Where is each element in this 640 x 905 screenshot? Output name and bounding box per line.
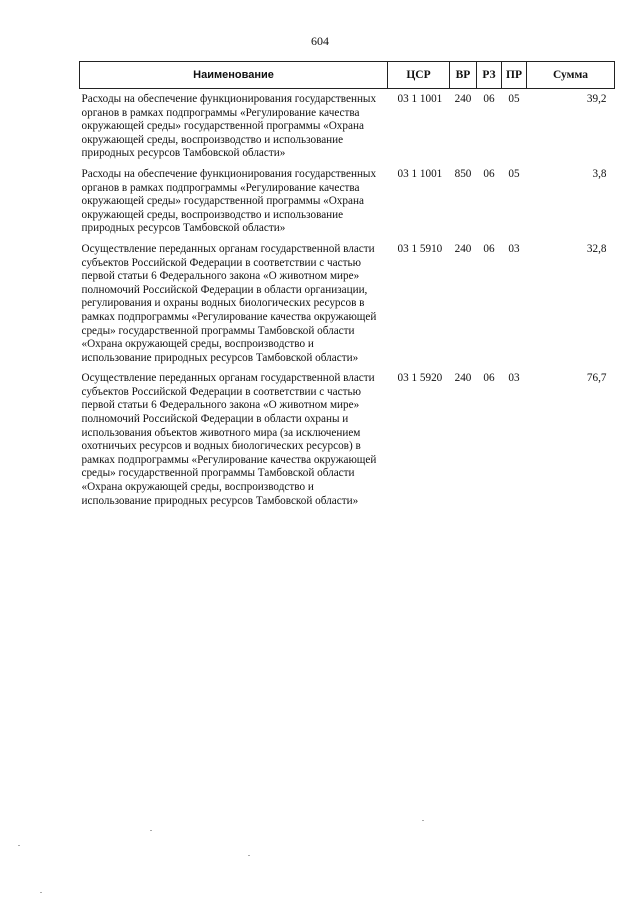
row-sum: 39,2: [586, 93, 607, 105]
table-header: [80, 62, 615, 89]
row-pr: 05: [508, 93, 520, 105]
row-sum: 76,7: [586, 372, 607, 385]
header-vr: ВР: [450, 62, 477, 89]
budget-table: [79, 61, 615, 511]
row-rz: 06: [483, 372, 495, 385]
row-vr: 850: [454, 167, 472, 180]
row-sum: 32,8: [586, 242, 607, 255]
scan-speck: [422, 820, 424, 821]
row-rz: 06: [483, 93, 495, 105]
row-pr: 03: [508, 372, 520, 385]
scan-speck: [248, 855, 250, 856]
table-body: [80, 89, 615, 512]
row-csr: 03 1 5910: [397, 242, 443, 255]
page-number: 604: [311, 34, 329, 48]
row-vr: 240: [454, 242, 472, 255]
header-name: Наименование: [80, 62, 388, 89]
row-name: Расходы на обеспечение функционирования государственных органов в рамках подпрограммы «Регулирование качества окружающей среды» государственной программы «Охрана окружающей среды, воспроизводство и использование природных ресурсов Тамбовской области»: [81, 167, 377, 235]
row-csr: 03 1 1001: [397, 167, 443, 180]
header-csr: ЦСР: [388, 62, 450, 89]
row-pr: 03: [508, 242, 520, 255]
scan-speck: [40, 892, 42, 893]
row-csr: 03 1 5920: [397, 372, 443, 385]
row-rz: 06: [483, 167, 495, 180]
row-name: Осуществление переданных органам государственной власти субъектов Российской Федерации в соответствии с частью первой статьи 6 Федерального закона «О животном мире» полномочий Российской Федерации в области организации, регулирования и охраны водных биологических ресурсов в рамках подпрограммы «Регулирование качества окружающей среды» государственной программы Тамбовской области «Охрана окружающей среды, воспроизводство и использование природных ресурсов Тамбовской области»: [81, 242, 377, 364]
row-vr: 240: [454, 93, 472, 105]
scan-speck: [150, 830, 152, 831]
header-pr: ПР: [502, 62, 527, 89]
row-name: Осуществление переданных органам государственной власти субъектов Российской Федерации в соответствии с частью первой статьи 6 Федерального закона «О животном мире» полномочий Российской Федерации в области охраны и использования объектов животного мира (за исключением охотничьих ресурсов и водных биологических ресурсов) в рамках подпрограммы «Регулирование качества окружающей среды» государственной программы Тамбовской области «Охрана окружающей среды, воспроизводство и использование природных ресурсов Тамбовской области»: [81, 372, 377, 507]
row-pr: 05: [508, 167, 520, 180]
table-row: [80, 164, 615, 239]
table-row: [80, 89, 615, 164]
header-sum: Сумма: [527, 62, 615, 89]
row-rz: 06: [483, 242, 495, 255]
row-name: Расходы на обеспечение функционирования государственных органов в рамках подпрограммы «Регулирование качества окружающей среды» государственной программы «Охрана окружающей среды, воспроизводство и использование природных ресурсов Тамбовской области»: [81, 93, 377, 160]
row-sum: 3,8: [592, 167, 607, 180]
scan-speck: [18, 845, 20, 846]
row-csr: 03 1 1001: [397, 93, 443, 105]
header-rz: РЗ: [477, 62, 502, 89]
row-vr: 240: [454, 372, 472, 385]
table-row: [80, 239, 615, 368]
table-row: [80, 368, 615, 511]
